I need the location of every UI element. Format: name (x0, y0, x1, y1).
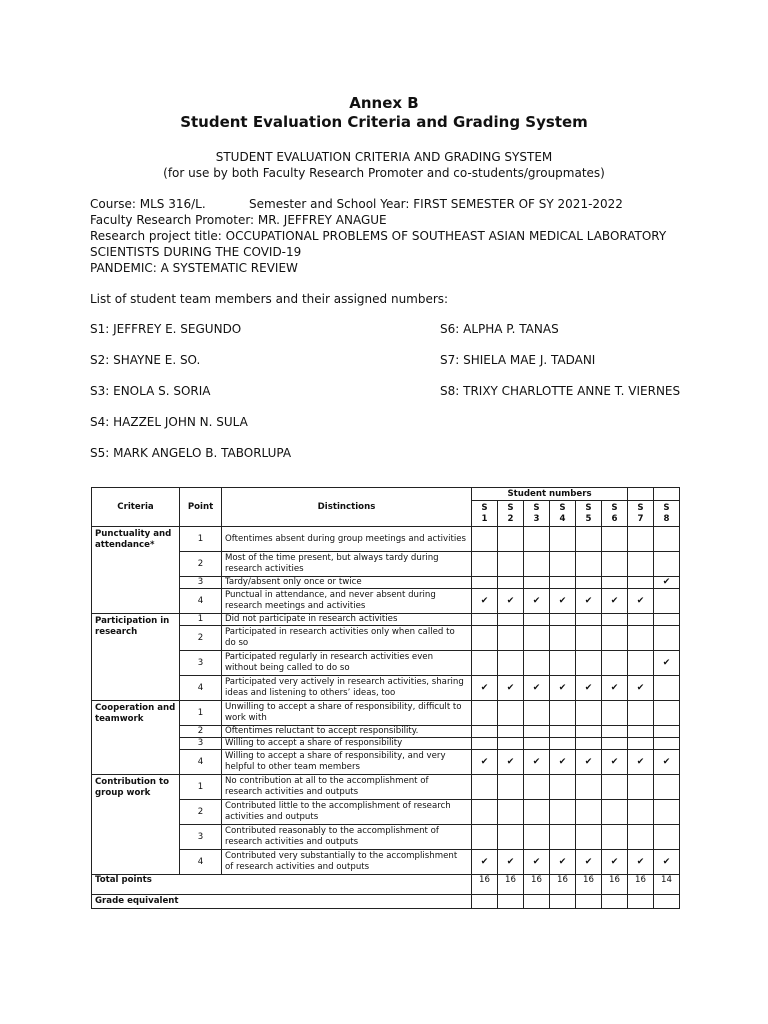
checkmark-icon: ✔ (498, 750, 524, 775)
empty-check-cell (472, 825, 498, 850)
checkmark-icon: ✔ (498, 589, 524, 614)
checkmark-icon: ✔ (576, 589, 602, 614)
empty-check-cell (602, 726, 628, 738)
distinction-cell: No contribution at all to the accomplishment of research activities and outputs (222, 775, 472, 800)
table-row (92, 651, 680, 676)
empty-check-cell (628, 651, 654, 676)
student-label-number: 1 (481, 513, 488, 524)
checkmark-icon: ✔ (628, 676, 654, 701)
table-row (92, 527, 680, 552)
distinction-cell: Contributed little to the accomplishment of research activities and outputs (222, 800, 472, 825)
empty-check-cell (524, 825, 550, 850)
table-row (92, 589, 680, 614)
student-label-letter: S (533, 502, 540, 513)
empty-check-cell (654, 800, 680, 825)
checkmark-icon: ✔ (472, 676, 498, 701)
empty-check-cell (472, 552, 498, 577)
student-label-letter: S (481, 502, 488, 513)
empty-check-cell (654, 614, 680, 626)
checkmark-icon: ✔ (628, 750, 654, 775)
member-s1: S1: JEFFREY E. SEGUNDO (90, 322, 242, 336)
project-title-line-3: PANDEMIC: A SYSTEMATIC REVIEW (90, 261, 298, 275)
student-label-letter: S (507, 502, 514, 513)
empty-check-cell (550, 577, 576, 589)
distinction-cell: Contributed very substantially to the accomplishment of research activities and outputs (222, 850, 472, 875)
grade-cell (498, 895, 524, 909)
total-s6: 16 (602, 875, 628, 895)
student-label-s4 (550, 501, 576, 527)
student-label-number: 2 (507, 513, 514, 524)
project-title-line-1: Research project title: OCCUPATIONAL PROBLEMS OF SOUTHEAST ASIAN MEDICAL LABORATORY (90, 229, 667, 243)
distinction-cell: Did not participate in research activities (222, 614, 472, 626)
empty-check-cell (628, 614, 654, 626)
student-label-s7 (628, 501, 654, 527)
empty-check-cell (472, 527, 498, 552)
total-s8: 14 (654, 875, 680, 895)
point-cell: 3 (180, 825, 222, 850)
checkmark-icon: ✔ (576, 750, 602, 775)
empty-check-cell (628, 726, 654, 738)
checkmark-icon: ✔ (602, 850, 628, 875)
total-s5: 16 (576, 875, 602, 895)
empty-check-cell (550, 800, 576, 825)
empty-check-cell (602, 614, 628, 626)
checkmark-icon: ✔ (550, 589, 576, 614)
criteria-cell: Participation in research (92, 614, 180, 701)
empty-check-cell (550, 527, 576, 552)
empty-check-cell (550, 614, 576, 626)
member-s2: S2: SHAYNE E. SO. (90, 353, 201, 367)
distinction-cell: Unwilling to accept a share of responsibility, difficult to work with (222, 701, 472, 726)
empty-check-cell (498, 577, 524, 589)
total-s2: 16 (498, 875, 524, 895)
header-distinctions: Distinctions (222, 488, 472, 527)
checkmark-icon: ✔ (472, 850, 498, 875)
point-cell: 1 (180, 775, 222, 800)
student-label-number: 4 (559, 513, 566, 524)
checkmark-icon: ✔ (550, 676, 576, 701)
point-cell: 4 (180, 676, 222, 701)
form-title: STUDENT EVALUATION CRITERIA AND GRADING SYSTEM (215, 150, 553, 164)
member-s4: S4: HAZZEL JOHN N. SULA (90, 415, 248, 429)
checkmark-icon: ✔ (654, 850, 680, 875)
course-line: Course: MLS 316/L. (90, 197, 206, 211)
empty-check-cell (628, 527, 654, 552)
empty-check-cell (524, 527, 550, 552)
empty-check-cell (576, 825, 602, 850)
checkmark-icon: ✔ (498, 850, 524, 875)
empty-check-cell (602, 738, 628, 750)
empty-check-cell (602, 800, 628, 825)
empty-check-cell (498, 775, 524, 800)
checkmark-icon: ✔ (550, 750, 576, 775)
student-label-number: 7 (637, 513, 644, 524)
total-s7: 16 (628, 875, 654, 895)
empty-check-cell (654, 552, 680, 577)
distinction-cell: Participated very actively in research activities, sharing ideas and listening to others’ ideas, too (222, 676, 472, 701)
empty-check-cell (576, 701, 602, 726)
members-intro: List of student team members and their assigned numbers: (90, 292, 449, 306)
empty-check-cell (654, 527, 680, 552)
empty-check-cell (602, 701, 628, 726)
member-s6: S6: ALPHA P. TANAS (440, 322, 559, 336)
checkmark-icon: ✔ (524, 750, 550, 775)
total-s4: 16 (550, 875, 576, 895)
empty-check-cell (628, 701, 654, 726)
point-cell: 3 (180, 651, 222, 676)
table-row (92, 552, 680, 577)
checkmark-icon: ✔ (628, 589, 654, 614)
grade-cell (472, 895, 498, 909)
table-row (92, 738, 680, 750)
empty-check-cell (550, 726, 576, 738)
empty-check-cell (498, 825, 524, 850)
empty-check-cell (498, 726, 524, 738)
checkmark-icon: ✔ (498, 676, 524, 701)
empty-check-cell (576, 626, 602, 651)
checkmark-icon: ✔ (524, 589, 550, 614)
point-cell: 3 (180, 738, 222, 750)
empty-check-cell (498, 651, 524, 676)
empty-check-cell (472, 701, 498, 726)
member-s7: S7: SHIELA MAE J. TADANI (440, 353, 596, 367)
empty-check-cell (472, 775, 498, 800)
empty-check-cell (550, 626, 576, 651)
table-row (92, 577, 680, 589)
table-row (92, 676, 680, 701)
empty-check-cell (550, 651, 576, 676)
point-cell: 2 (180, 800, 222, 825)
point-cell: 2 (180, 552, 222, 577)
student-label-s8 (654, 501, 680, 527)
empty-check-cell (602, 825, 628, 850)
table-row (92, 850, 680, 875)
empty-check-cell (628, 738, 654, 750)
empty-check-cell (602, 775, 628, 800)
empty-check-cell (654, 589, 680, 614)
empty-check-cell (628, 626, 654, 651)
empty-check-cell (628, 800, 654, 825)
checkmark-icon: ✔ (602, 589, 628, 614)
empty-check-cell (524, 626, 550, 651)
empty-check-cell (550, 701, 576, 726)
empty-check-cell (628, 552, 654, 577)
empty-check-cell (576, 552, 602, 577)
empty-check-cell (576, 726, 602, 738)
student-label-letter: S (585, 502, 592, 513)
empty-check-cell (524, 775, 550, 800)
empty-check-cell (576, 775, 602, 800)
point-cell: 1 (180, 527, 222, 552)
student-label-s2 (498, 501, 524, 527)
table-row (92, 750, 680, 775)
student-label-letter: S (559, 502, 566, 513)
header-student-numbers: Student numbers (472, 488, 628, 501)
empty-check-cell (472, 800, 498, 825)
empty-check-cell (576, 800, 602, 825)
student-label-number: 6 (611, 513, 618, 524)
member-s8: S8: TRIXY CHARLOTTE ANNE T. VIERNES (440, 384, 681, 398)
empty-check-cell (602, 651, 628, 676)
empty-check-cell (628, 825, 654, 850)
semester-line: Semester and School Year: FIRST SEMESTER OF SY 2021-2022 (249, 197, 623, 211)
table-row (92, 825, 680, 850)
checkmark-icon: ✔ (550, 850, 576, 875)
table-row (92, 626, 680, 651)
student-label-letter: S (611, 502, 618, 513)
annex-label: Annex B (349, 94, 419, 112)
grade-cell (654, 895, 680, 909)
distinction-cell: Willing to accept a share of responsibility, and very helpful to other team members (222, 750, 472, 775)
empty-check-cell (576, 527, 602, 552)
student-label-s6 (602, 501, 628, 527)
point-cell: 4 (180, 850, 222, 875)
distinction-cell: Punctual in attendance, and never absent during research meetings and activities (222, 589, 472, 614)
total-row (92, 875, 680, 895)
empty-check-cell (654, 825, 680, 850)
point-cell: 4 (180, 750, 222, 775)
empty-check-cell (576, 614, 602, 626)
empty-check-cell (654, 626, 680, 651)
empty-check-cell (654, 701, 680, 726)
total-s1: 16 (472, 875, 498, 895)
student-label-letter: S (663, 502, 670, 513)
point-cell: 1 (180, 614, 222, 626)
promoter-line: Faculty Research Promoter: MR. JEFFREY ANAGUE (90, 213, 387, 227)
grade-cell (550, 895, 576, 909)
student-label-s5 (576, 501, 602, 527)
table-row (92, 614, 680, 626)
checkmark-icon: ✔ (472, 589, 498, 614)
empty-check-cell (472, 651, 498, 676)
distinction-cell: Participated regularly in research activities even without being called to do so (222, 651, 472, 676)
point-cell: 3 (180, 577, 222, 589)
empty-check-cell (498, 800, 524, 825)
checkmark-icon: ✔ (654, 651, 680, 676)
empty-check-cell (576, 738, 602, 750)
student-label-number: 3 (533, 513, 540, 524)
evaluation-table (91, 487, 680, 909)
empty-check-cell (550, 825, 576, 850)
criteria-cell: Contribution to group work (92, 775, 180, 875)
empty-check-cell (498, 738, 524, 750)
document-title: Student Evaluation Criteria and Grading System (180, 113, 588, 131)
empty-check-cell (472, 726, 498, 738)
empty-check-cell (524, 614, 550, 626)
empty-check-cell (472, 626, 498, 651)
empty-check-cell (524, 577, 550, 589)
empty-check-cell (654, 738, 680, 750)
empty-check-cell (602, 577, 628, 589)
empty-check-cell (602, 552, 628, 577)
distinction-cell: Oftentimes reluctant to accept responsibility. (222, 726, 472, 738)
empty-check-cell (550, 775, 576, 800)
header-criteria: Criteria (92, 488, 180, 527)
distinction-cell: Oftentimes absent during group meetings and activities (222, 527, 472, 552)
point-cell: 4 (180, 589, 222, 614)
empty-check-cell (628, 577, 654, 589)
grade-cell (576, 895, 602, 909)
member-s5: S5: MARK ANGELO B. TABORLUPA (90, 446, 292, 460)
empty-check-cell (654, 775, 680, 800)
distinction-cell: Participated in research activities only when called to do so (222, 626, 472, 651)
empty-check-cell (498, 701, 524, 726)
distinction-cell: Tardy/absent only once or twice (222, 577, 472, 589)
student-label-s3 (524, 501, 550, 527)
checkmark-icon: ✔ (654, 577, 680, 589)
distinction-cell: Willing to accept a share of responsibility (222, 738, 472, 750)
empty-check-cell (524, 800, 550, 825)
table-row (92, 800, 680, 825)
checkmark-icon: ✔ (628, 850, 654, 875)
empty-check-cell (498, 527, 524, 552)
total-s3: 16 (524, 875, 550, 895)
student-label-letter: S (637, 502, 644, 513)
header-point: Point (180, 488, 222, 527)
table-row (92, 775, 680, 800)
checkmark-icon: ✔ (524, 850, 550, 875)
point-cell: 1 (180, 701, 222, 726)
empty-check-cell (524, 701, 550, 726)
criteria-cell: Punctuality and attendance* (92, 527, 180, 614)
empty-check-cell (524, 651, 550, 676)
grade-row (92, 895, 680, 909)
empty-check-cell (602, 626, 628, 651)
checkmark-icon: ✔ (576, 676, 602, 701)
student-label-s1 (472, 501, 498, 527)
empty-check-cell (654, 726, 680, 738)
checkmark-icon: ✔ (472, 750, 498, 775)
empty-check-cell (472, 738, 498, 750)
empty-check-cell (576, 577, 602, 589)
checkmark-icon: ✔ (524, 676, 550, 701)
empty-check-cell (654, 676, 680, 701)
distinction-cell: Most of the time present, but always tardy during research activities (222, 552, 472, 577)
empty-check-cell (576, 651, 602, 676)
student-label-number: 8 (663, 513, 670, 524)
header-spacer (628, 488, 654, 501)
form-subtitle: (for use by both Faculty Research Promoter and co-students/groupmates) (163, 166, 605, 180)
student-label-number: 5 (585, 513, 592, 524)
empty-check-cell (524, 552, 550, 577)
empty-check-cell (498, 614, 524, 626)
header-spacer (654, 488, 680, 501)
empty-check-cell (498, 626, 524, 651)
grade-cell (602, 895, 628, 909)
checkmark-icon: ✔ (576, 850, 602, 875)
member-s3: S3: ENOLA S. SORIA (90, 384, 211, 398)
point-cell: 2 (180, 726, 222, 738)
empty-check-cell (472, 577, 498, 589)
checkmark-icon: ✔ (602, 750, 628, 775)
project-title-line-2: SCIENTISTS DURING THE COVID-19 (90, 245, 302, 259)
checkmark-icon: ✔ (602, 676, 628, 701)
criteria-cell: Cooperation and teamwork (92, 701, 180, 775)
table-row (92, 701, 680, 726)
empty-check-cell (550, 552, 576, 577)
table-row (92, 726, 680, 738)
total-label: Total points (92, 875, 472, 895)
empty-check-cell (602, 527, 628, 552)
empty-check-cell (524, 726, 550, 738)
empty-check-cell (550, 738, 576, 750)
empty-check-cell (628, 775, 654, 800)
empty-check-cell (524, 738, 550, 750)
point-cell: 2 (180, 626, 222, 651)
grade-label: Grade equivalent (92, 895, 472, 909)
grade-cell (524, 895, 550, 909)
empty-check-cell (472, 614, 498, 626)
empty-check-cell (498, 552, 524, 577)
grade-cell (628, 895, 654, 909)
checkmark-icon: ✔ (654, 750, 680, 775)
distinction-cell: Contributed reasonably to the accomplishment of research activities and outputs (222, 825, 472, 850)
